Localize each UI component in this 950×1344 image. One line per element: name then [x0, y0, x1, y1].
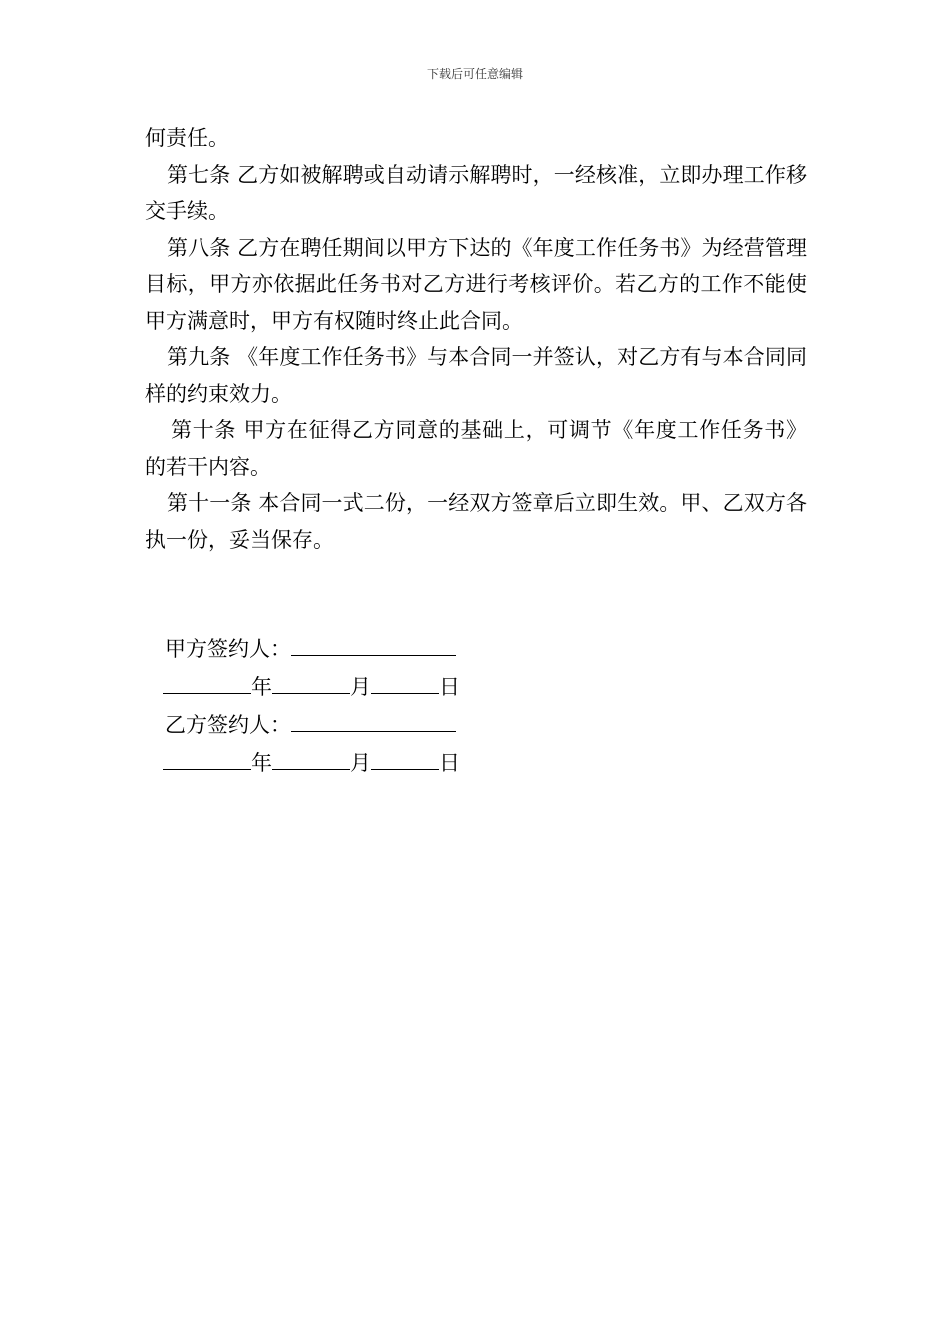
year-label: 年	[251, 675, 272, 699]
paragraph-article-8: 第八条 乙方在聘任期间以甲方下达的《年度工作任务书》为经营管理目标，甲方亦依据此任务书对乙方进行考核评价。若乙方的工作不能使甲方满意时，甲方有权随时终止此合同。	[145, 235, 807, 333]
month-label: 月	[350, 675, 371, 699]
page-header: 下载后可任意编辑	[426, 67, 523, 81]
day-label: 日	[439, 675, 460, 699]
party-b-month-blank[interactable]	[272, 745, 350, 770]
contract-body	[145, 120, 807, 558]
paragraph-article-7: 第七条 乙方如被解聘或自动请示解聘时，一经核准，立即办理工作移交手续。	[145, 162, 807, 223]
party-a-month-blank[interactable]	[272, 669, 350, 694]
party-a-year-blank[interactable]	[163, 669, 251, 694]
party-a-signature-blank[interactable]	[291, 631, 456, 656]
signature-block	[165, 630, 460, 782]
paragraph-article-9: 第九条 《年度工作任务书》与本合同一并签认，对乙方有与本合同同样的约束效力。	[145, 345, 807, 406]
party-b-signature-line	[165, 706, 460, 744]
paragraph-continuation: 何责任。	[145, 126, 229, 150]
party-b-signature-blank[interactable]	[291, 707, 456, 732]
paragraph-article-11: 第十一条 本合同一式二份，一经双方签章后立即生效。甲、乙双方各执一份，妥当保存。	[145, 491, 807, 552]
party-a-day-blank[interactable]	[371, 669, 439, 694]
paragraph-article-10: 第十条 甲方在征得乙方同意的基础上，可调节《年度工作任务书》的若干内容。	[145, 418, 807, 479]
party-a-date-line	[163, 668, 460, 706]
month-label: 月	[350, 751, 371, 775]
day-label: 日	[439, 751, 460, 775]
party-a-label: 甲方签约人：	[165, 637, 291, 661]
party-b-year-blank[interactable]	[163, 745, 251, 770]
party-a-signature-line	[165, 630, 460, 668]
year-label: 年	[251, 751, 272, 775]
party-b-day-blank[interactable]	[371, 745, 439, 770]
party-b-label: 乙方签约人：	[165, 713, 291, 737]
party-b-date-line	[163, 744, 460, 782]
